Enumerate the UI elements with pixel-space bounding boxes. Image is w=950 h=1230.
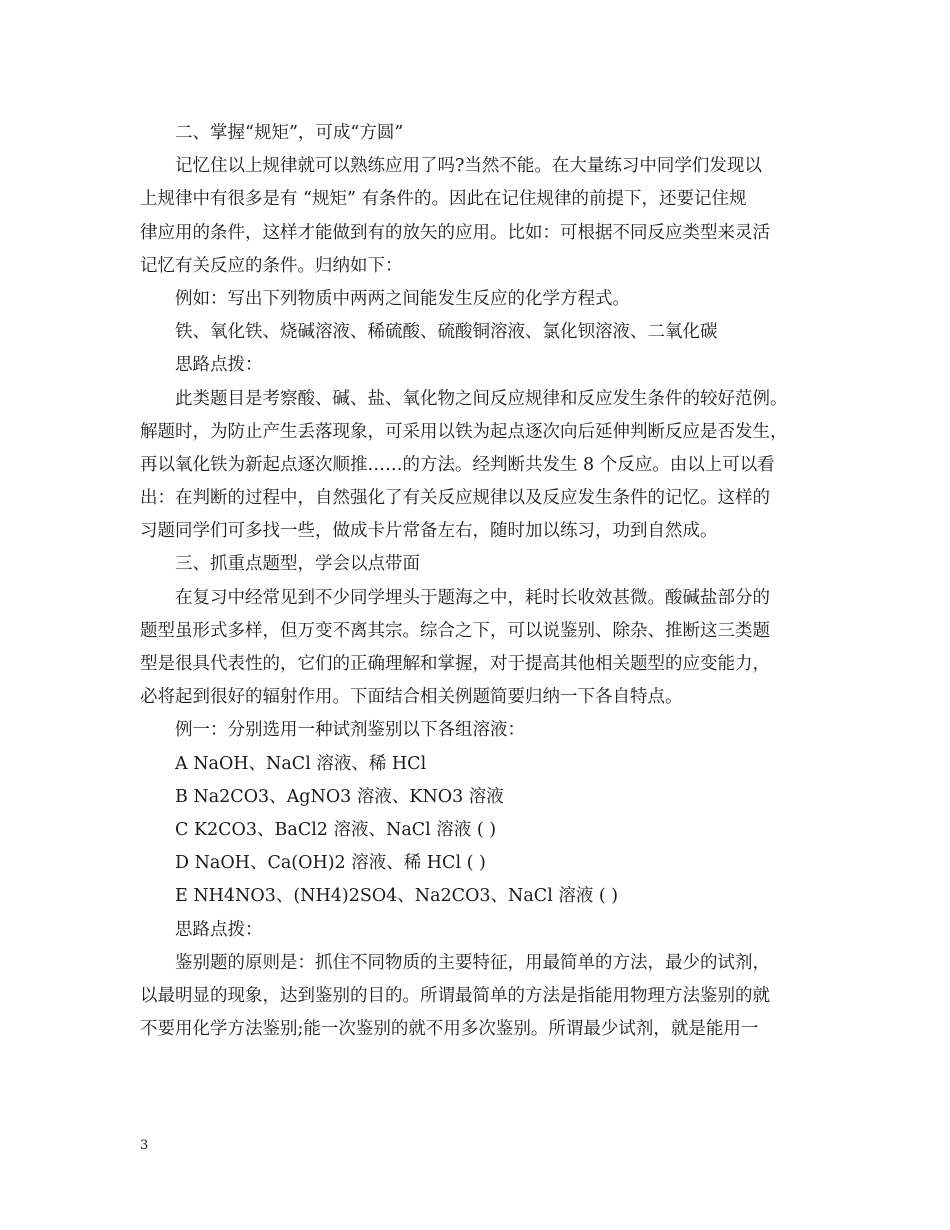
paragraph-line: 不要用化学方法鉴别;能一次鉴别的就不用多次鉴别。所谓最少试剂，就是能用一 [140,1019,759,1040]
hint-label: 思路点拨： [175,355,263,376]
paragraph-line: 型是很具代表性的，它们的正确理解和掌握，对于提高其他相关题型的应变能力， [140,654,770,674]
paragraph-line: 再以氧化铁为新起点逐次顺推……的方法。经判断共发生 8 个反应。由以上可以看 [140,454,775,475]
paragraph-line: 记忆住以上规律就可以熟练应用了吗?当然不能。在大量练习中同学们发现以 [175,156,762,177]
paragraph-line: 律应用的条件，这样才能做到有的放矢的应用。比如：可根据不同反应类型来灵活 [140,222,770,243]
option-b: B Na2CO3、AgNO3 溶液、KNO3 溶液 [175,786,504,807]
page-number: 3 [140,1138,149,1153]
substance-list: 铁、氧化铁、烧碱溶液、稀硫酸、硫酸铜溶液、氯化钡溶液、二氧化碳 [175,322,718,343]
paragraph-line: 以最明显的现象，达到鉴别的目的。所谓最简单的方法是指能用物理方法鉴别的就 [140,985,770,1006]
option-a: A NaOH、NaCl 溶液、稀 HCl [175,753,427,774]
paragraph-line: 题型虽形式多样，但万变不离其宗。综合之下，可以说鉴别、除杂、推断这三类题 [140,620,770,641]
paragraph-line: 习题同学们可多找一些，做成卡片常备左右，随时加以练习，功到自然成。 [140,521,718,542]
example-one-prompt: 例一：分别选用一种试剂鉴别以下各组溶液： [175,720,525,741]
option-c: C K2CO3、BaCl2 溶液、NaCl 溶液 ( ) [175,819,497,840]
document-body [140,117,812,1046]
option-d: D NaOH、Ca(OH)2 溶液、稀 HCl ( ) [175,853,486,874]
paragraph-line: 必将起到很好的辐射作用。下面结合相关例题简要归纳一下各自特点。 [140,687,683,708]
heading-section-three: 三、抓重点题型，学会以点带面 [175,554,420,575]
heading-section-two: 二、掌握“规矩”，可成“方圆” [175,123,404,143]
paragraph-line: 出：在判断的过程中，自然强化了有关反应规律以及反应发生条件的记忆。这样的 [140,488,770,509]
hint-label: 思路点拨： [175,919,263,940]
paragraph-line: 解题时，为防止产生丢落现象，可采用以铁为起点逐次向后延伸判断反应是否发生， [140,421,788,442]
paragraph-line: 记忆有关反应的条件。归纳如下： [140,255,403,276]
option-e: E NH4NO3、(NH4)2SO4、Na2CO3、NaCl 溶液 ( ) [175,886,619,907]
paragraph-line: 上规律中有很多是有 “规矩” 有条件的。因此在记住规律的前提下，还要记住规 [140,189,747,210]
example-prompt: 例如：写出下列物质中两两之间能发生反应的化学方程式。 [175,288,630,309]
paragraph-line: 在复习中经常见到不少同学埋头于题海之中，耗时长收效甚微。酸碱盐部分的 [175,587,770,608]
paragraph-line: 此类题目是考察酸、碱、盐、氧化物之间反应规律和反应发生条件的较好范例。 [175,388,788,409]
paragraph-line: 鉴别题的原则是：抓住不同物质的主要特征，用最简单的方法，最少的试剂， [175,952,770,973]
